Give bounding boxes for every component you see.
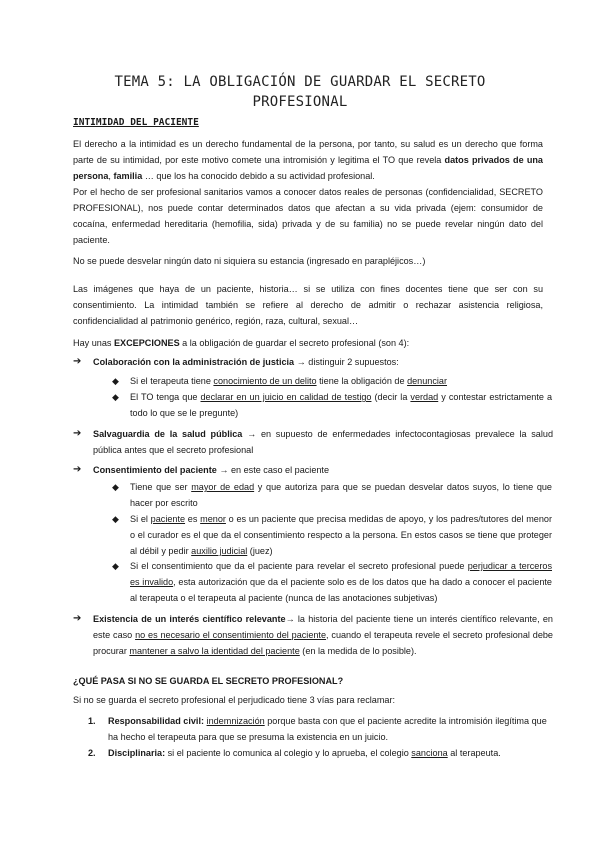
exception-consentimiento [73, 462, 553, 478]
underlined-text: declarar en un juicio en calidad de testigo [200, 392, 372, 402]
bold-text: ¿QUÉ PASA SI NO SE GUARDA EL SECRETO PROFESIONAL? [73, 676, 344, 686]
text: → la historia del paciente tiene un interés científico relevante, en este caso [93, 614, 553, 640]
list-number: 1. [88, 716, 96, 726]
underlined-text: no es necesario el consentimiento del paciente [135, 630, 327, 640]
paragraph-intimidad [73, 136, 543, 248]
subitem-text [130, 479, 552, 511]
underlined-text: mantener a salvo la identidad del paciente [129, 646, 300, 656]
text: El TO tenga que [130, 392, 201, 402]
list-number: 2. [88, 748, 96, 758]
subitem-text [130, 373, 552, 389]
diamond-bullet-icon: ◆ [112, 482, 119, 492]
text: → en supuesto de enfermedades infectocontagiosas prevalece la salud pública antes que el secreto profesional [93, 429, 554, 455]
paragraph-excepciones [73, 335, 543, 351]
bold-text: Salvaguardia de la salud pública [93, 429, 243, 439]
bold-text: Colaboración con la administración de justicia [93, 357, 295, 367]
underlined-text: auxilio judicial [191, 546, 248, 556]
text: si el paciente lo comunica al colegio y lo aprueba, el colegio [165, 748, 412, 758]
underlined-text: verdad [410, 392, 439, 402]
text: , esta autorización que da el paciente solo es de los datos que ha dado a conocer el paciente al terapeuta o el terapeuta al paciente (nunca de las anotaciones subjetivas) [130, 577, 552, 603]
text: Hay unas [73, 338, 114, 348]
title-line-2: PROFESIONAL [252, 94, 348, 110]
exception-salud-publica [73, 426, 553, 458]
text: o es un paciente que precisa medidas de apoyo, y los padres/tutores del menor o el curador es el que da el consentimiento respecto a la persona. En estos casos se tiene que proteger al débil y pedir [130, 514, 552, 556]
text: Si el [130, 514, 151, 524]
via-responsabilidad-civil [88, 713, 548, 745]
bold-text: Disciplinaria: [108, 748, 166, 758]
underlined-text: sanciona [411, 748, 448, 758]
text: Si el terapeuta tiene [130, 376, 214, 386]
diamond-bullet-icon: ◆ [112, 561, 119, 571]
via-disciplinaria [88, 745, 548, 761]
section-heading: INTIMIDAD DEL PACIENTE [73, 117, 199, 128]
bold-text: Existencia de un interés científico relevante [93, 614, 286, 624]
text: al terapeuta. [447, 748, 501, 758]
subitem-text [130, 558, 552, 606]
question-intro: Si no se guarda el secreto profesional el perjudicado tiene 3 vías para reclamar: [73, 695, 396, 705]
subitem-delito [112, 373, 552, 389]
text: , [108, 171, 114, 181]
subitem-menor [112, 511, 552, 559]
text: (juez) [247, 546, 273, 556]
text: porque basta con que el paciente acredite la intromisión ilegítima que ha hecho el terapeuta para que se presuma la existencia en un juicio. [108, 716, 547, 742]
exception-interes-cientifico [73, 611, 553, 659]
underlined-text: perjudicar a terceros es invalido [130, 561, 552, 587]
subitem-text [130, 389, 552, 421]
underlined-text: denunciar [407, 376, 448, 386]
bold-text: familia [113, 171, 143, 181]
exception-text [93, 462, 553, 478]
underlined-text: menor [200, 514, 226, 524]
exception-text [93, 354, 553, 370]
text: y que autoriza para que se puedan desvelar datos suyos, lo tiene que hacer por escrito [130, 482, 552, 508]
title-line-1: TEMA 5: LA OBLIGACIÓN DE GUARDAR EL SECRETO [114, 74, 486, 90]
underlined-text: indemnización [206, 716, 265, 726]
exception-text [93, 426, 553, 458]
bold-text: Consentimiento del paciente [93, 465, 217, 475]
exception-text [93, 611, 553, 659]
underlined-text: conocimiento de un delito [213, 376, 317, 386]
arrow-icon: ➔ [73, 356, 82, 367]
subitem-terceros [112, 558, 552, 606]
text: El derecho a la intimidad es un derecho fundamental de la persona, por tanto, su salud es un derecho que forma parte de su intimidad, por este motivo comete una intromisión y legitima el TO que revela [73, 139, 543, 165]
diamond-bullet-icon: ◆ [112, 392, 119, 402]
arrow-icon: ➔ [73, 613, 82, 624]
subitem-text [130, 511, 552, 559]
text: (decir la [371, 392, 411, 402]
subitem-mayor-edad [112, 479, 552, 511]
bold-text: EXCEPCIONES [113, 338, 180, 348]
list-item-text [108, 745, 548, 761]
underlined-text: paciente [150, 514, 186, 524]
diamond-bullet-icon: ◆ [112, 376, 119, 386]
text: Si el consentimiento que da el paciente para revelar el secreto profesional puede [130, 561, 468, 571]
paragraph-estancia: No se puede desvelar ningún dato ni siquiera su estancia (ingresado en parapléjicos…) [73, 256, 426, 266]
arrow-icon: ➔ [73, 464, 82, 475]
paragraph-imagenes: Las imágenes que haya de un paciente, historia… si se utiliza con fines docentes tiene que ser con su consentimiento. La intimidad también se refiere al derecho de admitir o rechazar asistencia religiosa, confidencialidad al patrimonio genérico, región, raza, cultural, sexual… [73, 284, 543, 326]
bold-text: datos privados de una persona [73, 155, 543, 181]
bold-text: Responsabilidad civil: [108, 716, 205, 726]
arrow-icon: ➔ [73, 428, 82, 439]
text: … que los ha conocido debido a su actividad profesional. [142, 171, 375, 181]
page-title [40, 72, 560, 112]
text: a la obligación de guardar el secreto profesional (son 4): [179, 338, 410, 348]
text: , cuando el terapeuta revele el secreto profesional debe procurar [93, 630, 553, 656]
question-heading [73, 673, 543, 689]
text: (en la medida de lo posible). [299, 646, 417, 656]
underlined-text: mayor de edad [191, 482, 255, 492]
text: y contestar estrictamente a todo lo que se le pregunte) [130, 392, 553, 418]
exception-justicia [73, 354, 553, 370]
text: tiene la obligación de [316, 376, 408, 386]
text: es [185, 514, 201, 524]
text: → en este caso el paciente [216, 465, 330, 475]
text: Tiene que ser [130, 482, 192, 492]
text: → distinguir 2 supuestos: [294, 357, 399, 367]
diamond-bullet-icon: ◆ [112, 514, 119, 524]
paragraph-datos: Por el hecho de ser profesional sanitarios vamos a conocer datos reales de personas (confidencialidad, SECRETO PROFESIONAL), nos puede contar determinados datos que afectan a su vida privada (ejem: consumidor de cocaína, enfermedad hereditaria (hemofilia, sida) privada y de su familia) no se puede revelar ningún dato del paciente. [73, 187, 543, 245]
list-item-text [108, 713, 548, 745]
subitem-testigo [112, 389, 552, 421]
